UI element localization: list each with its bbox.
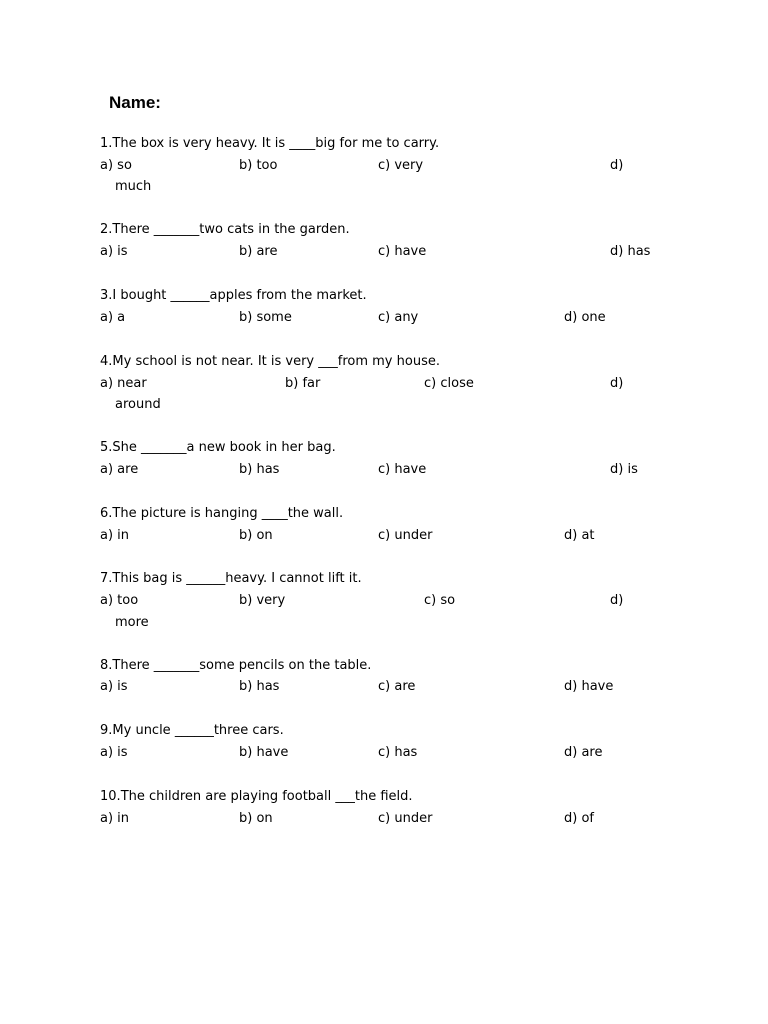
option-c: c) under xyxy=(378,811,433,826)
option-d-continued: around xyxy=(115,397,161,412)
option-b: b) on xyxy=(239,811,273,826)
question-8 xyxy=(100,658,371,674)
option-d-continued: more xyxy=(115,615,149,630)
option-c: c) are xyxy=(378,679,416,694)
question-number: 8. xyxy=(100,658,113,673)
option-c: c) has xyxy=(378,745,418,760)
question-4 xyxy=(100,354,440,370)
option-c: c) close xyxy=(424,376,474,391)
option-a: a) is xyxy=(100,745,128,760)
option-d: d) is xyxy=(610,462,638,477)
question-number: 3. xyxy=(100,288,113,303)
option-b: b) has xyxy=(239,462,280,477)
question-text: My uncle ______three cars. xyxy=(112,723,284,738)
question-number: 1. xyxy=(100,136,113,151)
option-c: c) under xyxy=(378,528,433,543)
question-2 xyxy=(100,222,350,238)
question-text: My school is not near. It is very ___from my house. xyxy=(112,354,440,369)
question-5 xyxy=(100,440,336,456)
option-b: b) very xyxy=(239,593,286,608)
question-7 xyxy=(100,571,362,587)
option-d: d) at xyxy=(564,528,595,543)
option-b: b) have xyxy=(239,745,289,760)
option-d: d) has xyxy=(610,244,651,259)
option-d: d) xyxy=(610,593,624,608)
question-text: The box is very heavy. It is ____big for me to carry. xyxy=(112,136,440,151)
option-d: d) xyxy=(610,158,624,173)
option-d: d) of xyxy=(564,811,594,826)
question-number: 7. xyxy=(100,571,113,586)
option-b: b) on xyxy=(239,528,273,543)
question-number: 5. xyxy=(100,440,113,455)
option-b: b) are xyxy=(239,244,278,259)
question-text: The picture is hanging ____the wall. xyxy=(112,506,344,521)
question-number: 9. xyxy=(100,723,113,738)
option-a: a) is xyxy=(100,679,128,694)
option-c: c) have xyxy=(378,462,427,477)
question-text: This bag is ______heavy. I cannot lift it. xyxy=(112,571,362,586)
option-a: a) too xyxy=(100,593,139,608)
option-c: c) very xyxy=(378,158,424,173)
option-a: a) is xyxy=(100,244,128,259)
option-b: b) too xyxy=(239,158,278,173)
option-c: c) any xyxy=(378,310,419,325)
question-10 xyxy=(100,789,413,805)
question-number: 6. xyxy=(100,506,113,521)
question-number: 10. xyxy=(100,789,121,804)
question-text: I bought ______apples from the market. xyxy=(112,288,367,303)
option-d: d) are xyxy=(564,745,603,760)
question-9 xyxy=(100,723,284,739)
question-3 xyxy=(100,288,367,304)
option-c: c) so xyxy=(424,593,456,608)
question-text: There _______two cats in the garden. xyxy=(112,222,350,237)
option-a: a) so xyxy=(100,158,132,173)
option-a: a) in xyxy=(100,528,130,543)
option-d: d) one xyxy=(564,310,606,325)
option-a: a) a xyxy=(100,310,126,325)
option-a: a) in xyxy=(100,811,130,826)
option-d-continued: much xyxy=(115,179,152,194)
question-text: There _______some pencils on the table. xyxy=(112,658,372,673)
option-d: d) have xyxy=(564,679,614,694)
option-d: d) xyxy=(610,376,624,391)
question-number: 2. xyxy=(100,222,113,237)
question-6 xyxy=(100,506,343,522)
question-1 xyxy=(100,136,439,152)
option-a: a) near xyxy=(100,376,147,391)
option-b: b) has xyxy=(239,679,280,694)
option-b: b) far xyxy=(285,376,321,391)
question-number: 4. xyxy=(100,354,113,369)
option-b: b) some xyxy=(239,310,292,325)
question-text: The children are playing football ___the field. xyxy=(120,789,413,804)
name-label: Name: xyxy=(109,93,161,112)
option-c: c) have xyxy=(378,244,427,259)
question-text: She _______a new book in her bag. xyxy=(112,440,336,455)
option-a: a) are xyxy=(100,462,139,477)
